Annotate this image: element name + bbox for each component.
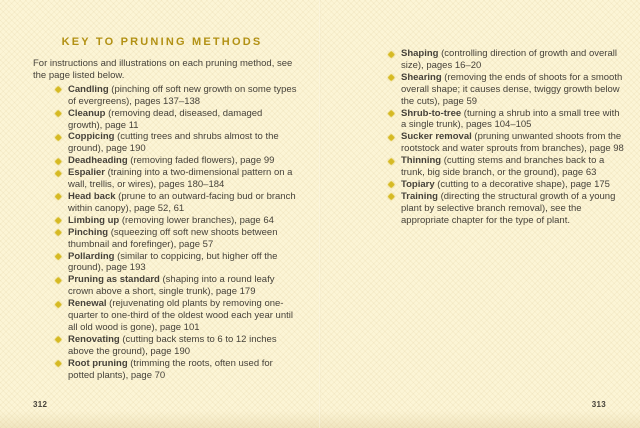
method-name: Pollarding <box>68 250 115 262</box>
pruning-method-item <box>55 191 297 215</box>
method-name: Deadheading <box>68 155 128 167</box>
diamond-bullet-icon <box>55 360 61 366</box>
intro-text: For instructions and illustrations on each pruning method, see the page listed below. <box>33 58 293 81</box>
diamond-bullet-icon <box>55 253 61 259</box>
method-name: Head back <box>68 190 116 202</box>
method-description: (cutting to a decorative shape), page 175 <box>434 178 610 190</box>
method-description: (removing lower branches), page 64 <box>119 214 274 226</box>
pruning-method-item <box>388 48 624 72</box>
pruning-method-item <box>55 298 297 334</box>
method-description: (controlling direction of growth and overall size), pages 16–20 <box>401 48 617 71</box>
pruning-method-item <box>388 72 624 108</box>
pruning-method-item <box>55 84 297 108</box>
pruning-method-item <box>55 131 297 155</box>
method-name: Thinning <box>401 155 442 167</box>
method-name: Topiary <box>401 178 435 190</box>
diamond-bullet-icon <box>55 158 61 164</box>
method-description: (cutting back stems to 6 to 12 inches above the ground), page 190 <box>68 333 277 357</box>
page-number-left: 312 <box>33 400 48 409</box>
method-name: Sucker removal <box>401 131 472 143</box>
pruning-method-item <box>388 108 624 132</box>
pruning-method-item <box>55 251 297 275</box>
method-name: Cleanup <box>68 107 106 119</box>
method-name: Pruning as standard <box>68 274 160 286</box>
pruning-method-item <box>55 108 297 132</box>
method-description: (training into a two-dimensional pattern on a wall, trellis, or wires), pages 180–184 <box>68 167 293 191</box>
pruning-method-item <box>388 179 624 191</box>
diamond-bullet-icon <box>388 74 394 80</box>
diamond-bullet-icon <box>55 86 61 92</box>
method-name: Espalier <box>68 167 105 179</box>
method-description: (cutting stems and branches back to a trunk, big side branch, or the ground), page 63 <box>401 155 605 179</box>
diamond-bullet-icon <box>55 336 61 342</box>
method-description: (prune to an outward-facing bud or branch within canopy), page 52, 61 <box>68 190 296 214</box>
method-description: (squeezing off soft new shoots between thumbnail and forefinger), page 57 <box>68 226 278 250</box>
pruning-methods-list-right <box>388 48 624 227</box>
diamond-bullet-icon <box>388 134 394 140</box>
pruning-method-item <box>388 191 624 227</box>
method-name: Shrub-to-tree <box>401 107 462 119</box>
pruning-method-item <box>388 155 624 179</box>
diamond-bullet-icon <box>388 110 394 116</box>
pruning-method-item <box>55 358 297 382</box>
diamond-bullet-icon <box>388 51 394 57</box>
method-description: (directing the structural growth of a young plant by selective branch removal), see the appropriate chapter for the type of plant. <box>401 190 616 226</box>
diamond-bullet-icon <box>55 194 61 200</box>
diamond-bullet-icon <box>55 110 61 116</box>
diamond-bullet-icon <box>55 229 61 235</box>
method-description: (removing faded flowers), page 99 <box>127 155 275 167</box>
page-title: KEY TO PRUNING METHODS <box>61 36 263 48</box>
method-name: Training <box>401 190 438 202</box>
method-name: Coppicing <box>68 131 115 143</box>
pruning-method-item <box>55 215 297 227</box>
page-number-right: 313 <box>591 400 606 409</box>
method-name: Limbing up <box>68 214 120 226</box>
method-description: (pinching off soft new growth on some types of evergreens), pages 137–138 <box>68 83 297 107</box>
pruning-method-item <box>388 131 624 155</box>
method-description: (pruning unwanted shoots from the rootstock and water sprouts from branches), page 98 <box>401 131 624 155</box>
method-name: Shearing <box>401 71 442 83</box>
pruning-method-item <box>55 334 297 358</box>
method-name: Shaping <box>401 48 439 59</box>
method-description: (shaping into a round leafy crown above a short, single trunk), page 179 <box>68 274 275 298</box>
method-description: (cutting trees and shrubs almost to the ground), page 190 <box>68 131 279 155</box>
diamond-bullet-icon <box>55 170 61 176</box>
method-name: Candling <box>68 83 109 95</box>
method-name: Root pruning <box>68 357 128 369</box>
diamond-bullet-icon <box>55 134 61 140</box>
method-description: (removing dead, diseased, damaged growth), page 11 <box>68 107 263 131</box>
pruning-method-item <box>55 274 297 298</box>
method-description: (trimming the roots, often used for potted plants), page 70 <box>68 357 273 381</box>
method-name: Renewal <box>68 298 107 310</box>
diamond-bullet-icon <box>55 301 61 307</box>
method-name: Pinching <box>68 226 109 238</box>
diamond-bullet-icon <box>388 158 394 164</box>
diamond-bullet-icon <box>55 217 61 223</box>
pruning-method-item <box>55 227 297 251</box>
diamond-bullet-icon <box>388 182 394 188</box>
method-description: (removing the ends of shoots for a smooth overall shape; it causes dense, twiggy growth below the cuts), page 59 <box>401 71 623 107</box>
right-page <box>320 0 640 428</box>
pruning-methods-list-left <box>55 84 297 382</box>
method-description: (similar to coppicing, but higher off the ground), page 193 <box>68 250 278 274</box>
pruning-method-item <box>55 167 297 191</box>
method-description: (rejuvenating old plants by removing one-quarter to one-third of the oldest wood each year until all old wood is gone), page 101 <box>68 298 293 333</box>
diamond-bullet-icon <box>55 277 61 283</box>
pruning-method-item <box>55 155 297 167</box>
method-description: (turning a shrub into a small tree with a single trunk), pages 104–105 <box>401 107 620 131</box>
method-name: Renovating <box>68 333 120 345</box>
diamond-bullet-icon <box>388 193 394 199</box>
